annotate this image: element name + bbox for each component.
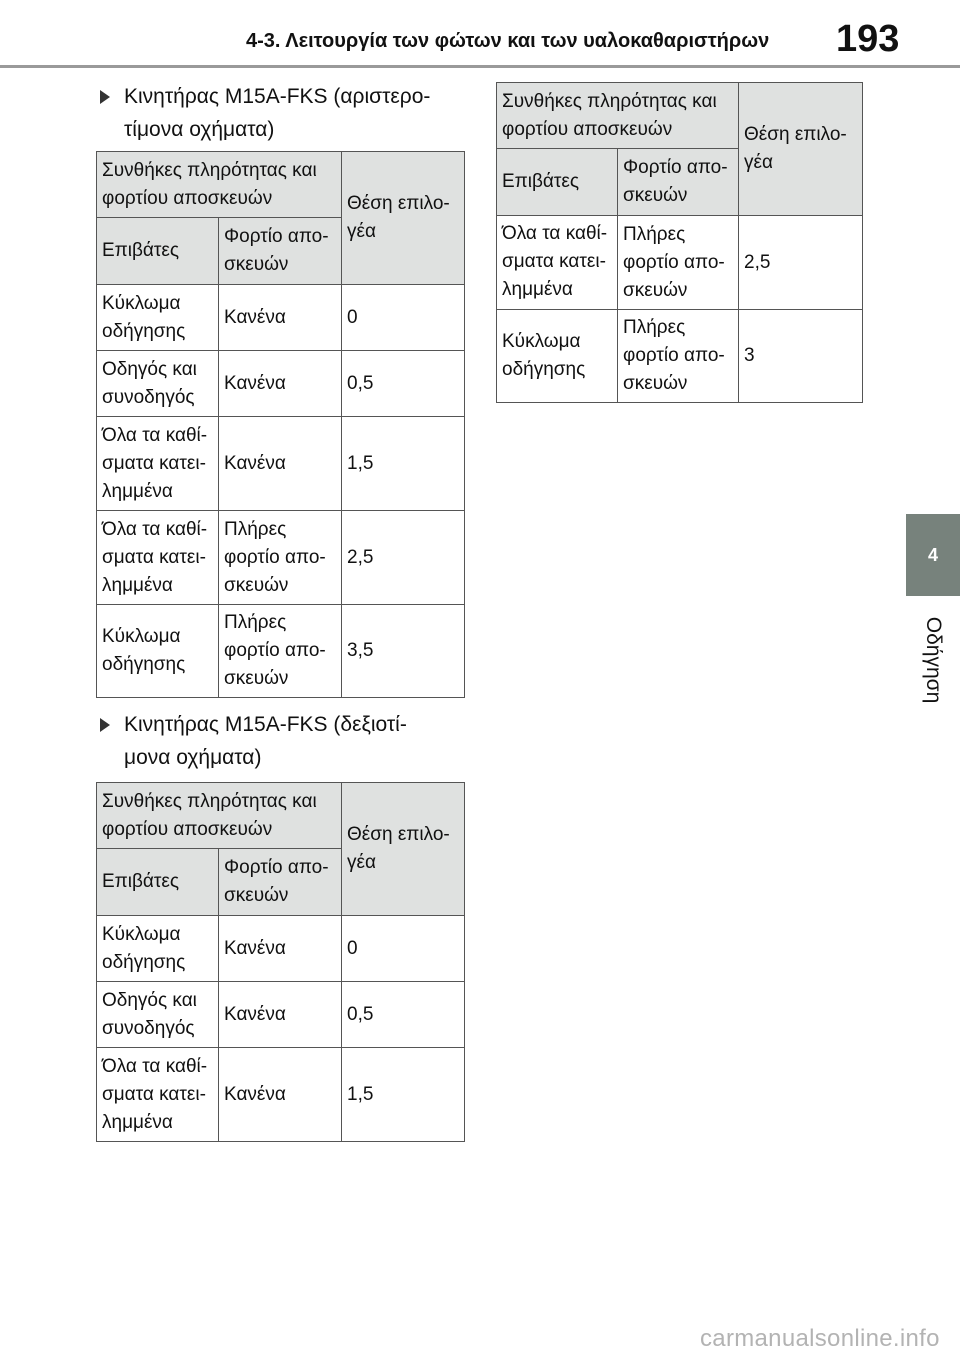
cell-passengers: Κύκλωμα οδήγησης xyxy=(97,285,219,351)
cell-position: 0 xyxy=(342,285,465,351)
table-row xyxy=(97,351,465,417)
table-row xyxy=(97,511,465,605)
cell-cargo: Πλήρες φορτίο απο- σκευών xyxy=(219,605,342,698)
site-watermark: carmanualsonline.info xyxy=(700,1325,940,1352)
header-divider xyxy=(0,65,960,68)
header-selector-position: Θέση επιλο- γέα xyxy=(739,83,863,216)
cell-position: 0,5 xyxy=(342,351,465,417)
cell-passengers: Όλα τα καθί- σματα κατει- λημμένα xyxy=(97,1048,219,1142)
cell-cargo: Κανένα xyxy=(219,417,342,511)
header-cargo: Φορτίο απο- σκευών xyxy=(219,218,342,285)
header-conditions: Συνθήκες πληρότητας και φορτίου αποσκευών xyxy=(497,83,739,149)
chapter-tab xyxy=(906,514,960,596)
bullet-text: Κινητήρας M15A-FKS (αριστερο- τίμονα οχήματα) xyxy=(124,85,431,141)
section-bullet-lhd xyxy=(100,80,470,146)
table-row xyxy=(97,605,465,698)
table-row xyxy=(97,916,465,982)
cell-passengers: Όλα τα καθί- σματα κατει- λημμένα xyxy=(97,511,219,605)
header-passengers: Επιβάτες xyxy=(497,149,618,216)
header-selector-position: Θέση επιλο- γέα xyxy=(342,152,465,285)
leveling-table-rhd-continued xyxy=(496,82,863,403)
cell-position: 0 xyxy=(342,916,465,982)
table-row xyxy=(97,417,465,511)
page-header-title: 4-3. Λειτουργία των φώτων και των υαλοκαθαριστήρων xyxy=(246,30,770,52)
table-row xyxy=(497,216,863,310)
table-row xyxy=(97,1048,465,1142)
cell-position: 2,5 xyxy=(739,216,863,310)
cell-position: 3,5 xyxy=(342,605,465,698)
bullet-text: Κινητήρας M15A-FKS (δεξιοτί- μονα οχήματα) xyxy=(124,713,407,769)
header-selector-position: Θέση επιλο- γέα xyxy=(342,783,465,916)
cell-cargo: Πλήρες φορτίο απο- σκευών xyxy=(219,511,342,605)
cell-passengers: Κύκλωμα οδήγησης xyxy=(497,310,618,403)
header-cargo: Φορτίο απο- σκευών xyxy=(219,849,342,916)
cell-passengers: Κύκλωμα οδήγησης xyxy=(97,605,219,698)
cell-position: 2,5 xyxy=(342,511,465,605)
chapter-number: 4 xyxy=(927,544,938,565)
header-passengers: Επιβάτες xyxy=(97,218,219,285)
cell-passengers: Οδηγός και συνοδηγός xyxy=(97,982,219,1048)
cell-position: 1,5 xyxy=(342,417,465,511)
section-bullet-rhd xyxy=(100,708,470,774)
header-conditions: Συνθήκες πληρότητας και φορτίου αποσκευών xyxy=(97,152,342,218)
header-passengers: Επιβάτες xyxy=(97,849,219,916)
header-conditions: Συνθήκες πληρότητας και φορτίου αποσκευών xyxy=(97,783,342,849)
table-row xyxy=(97,982,465,1048)
chapter-label: Οδήγηση xyxy=(922,616,945,704)
cell-cargo: Πλήρες φορτίο απο- σκευών xyxy=(618,310,739,403)
header-cargo: Φορτίο απο- σκευών xyxy=(618,149,739,216)
cell-cargo: Πλήρες φορτίο απο- σκευών xyxy=(618,216,739,310)
cell-cargo: Κανένα xyxy=(219,1048,342,1142)
cell-passengers: Κύκλωμα οδήγησης xyxy=(97,916,219,982)
cell-passengers: Όλα τα καθί- σματα κατει- λημμένα xyxy=(497,216,618,310)
cell-passengers: Οδηγός και συνοδηγός xyxy=(97,351,219,417)
page-number: 193 xyxy=(836,18,900,60)
cell-passengers: Όλα τα καθί- σματα κατει- λημμένα xyxy=(97,417,219,511)
leveling-table-lhd xyxy=(96,151,465,698)
leveling-table-rhd xyxy=(96,782,465,1142)
cell-position: 1,5 xyxy=(342,1048,465,1142)
cell-position: 3 xyxy=(739,310,863,403)
bullet-arrow-icon xyxy=(100,90,110,104)
table-row xyxy=(97,285,465,351)
cell-cargo: Κανένα xyxy=(219,351,342,417)
bullet-arrow-icon xyxy=(100,718,110,732)
cell-cargo: Κανένα xyxy=(219,916,342,982)
cell-position: 0,5 xyxy=(342,982,465,1048)
cell-cargo: Κανένα xyxy=(219,982,342,1048)
table-row xyxy=(497,310,863,403)
cell-cargo: Κανένα xyxy=(219,285,342,351)
